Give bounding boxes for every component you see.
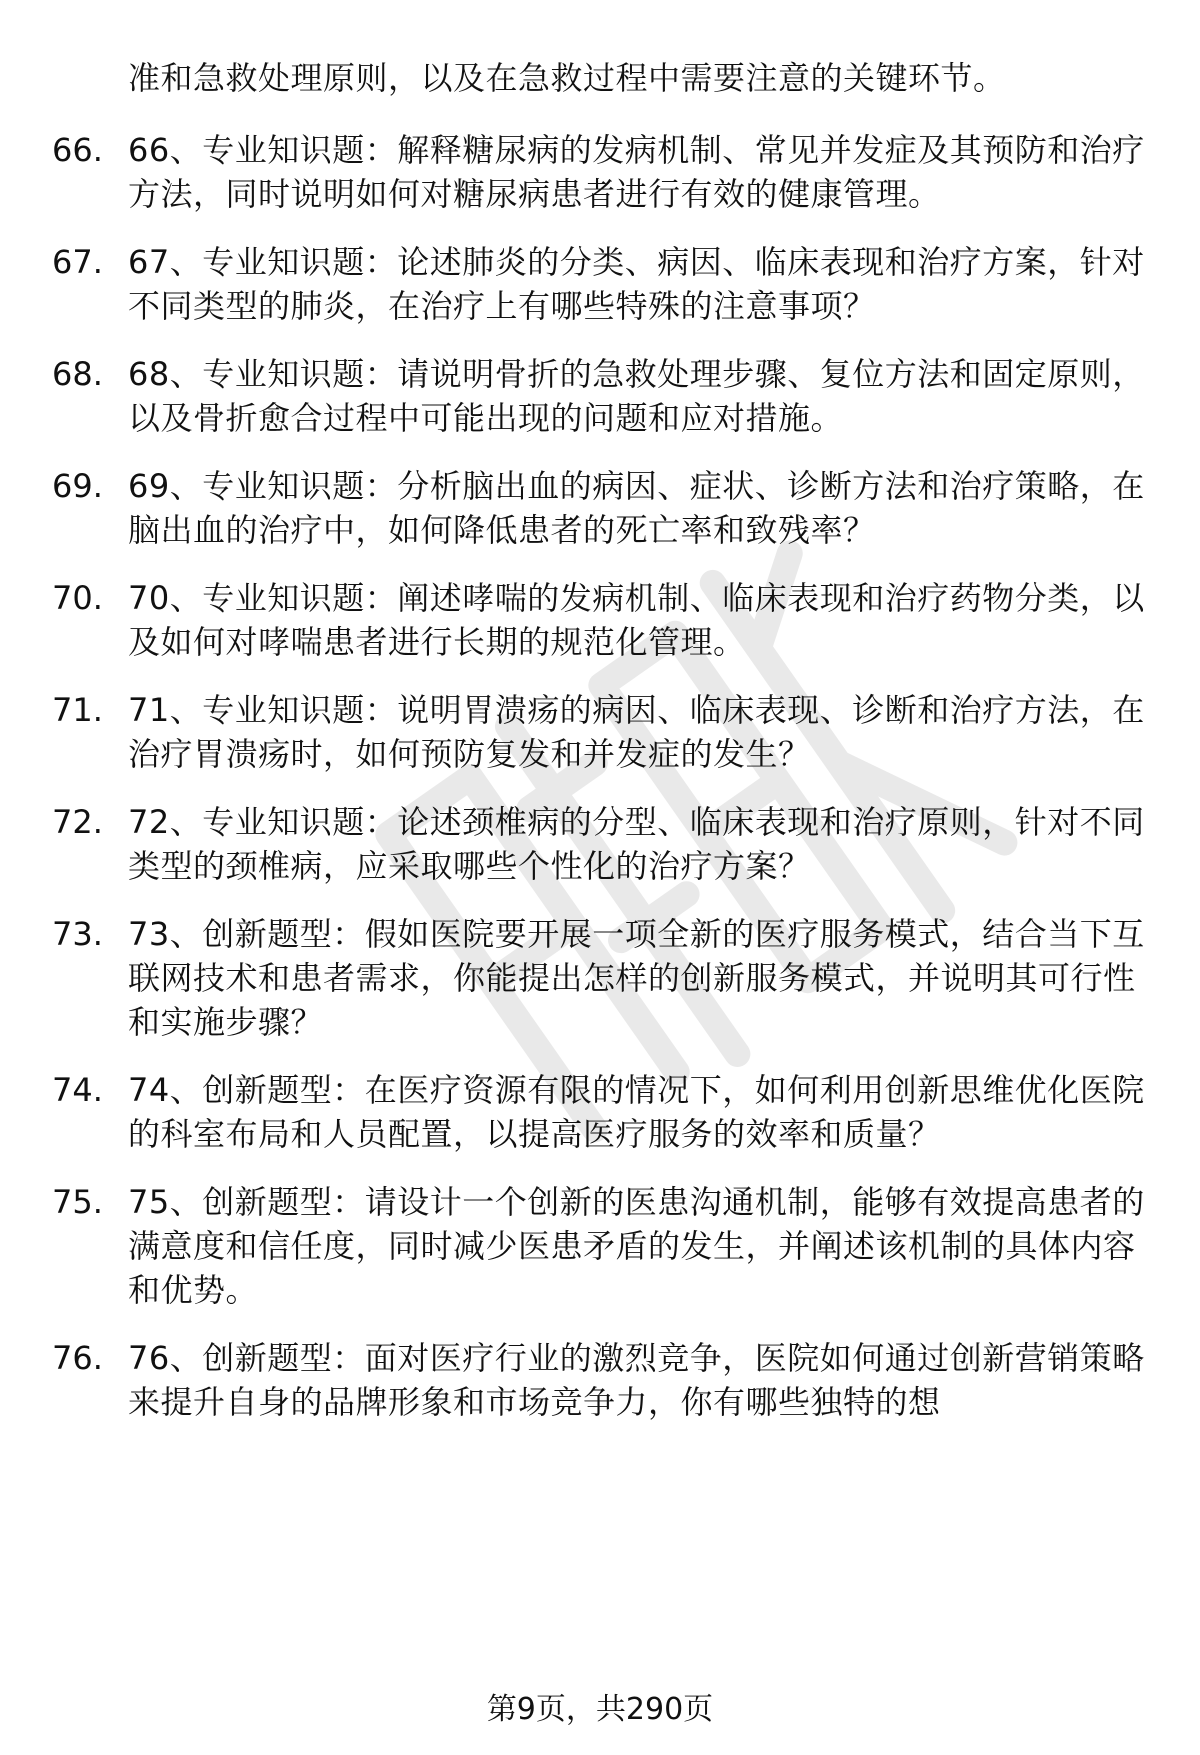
- list-item: [52, 1336, 1157, 1424]
- list-item-number: 76.: [52, 1339, 103, 1377]
- list-item-text: 72、专业知识题：论述颈椎病的分型、临床表现和治疗原则，针对不同类型的颈椎病，应采取哪些个性化的治疗方案？: [128, 803, 1145, 885]
- list-item: [52, 128, 1157, 216]
- list-item-text: 66、专业知识题：解释糖尿病的发病机制、常见并发症及其预防和治疗方法，同时说明如何对糖尿病患者进行有效的健康管理。: [128, 131, 1145, 213]
- list-item: [52, 352, 1157, 440]
- list-item: [52, 912, 1157, 1044]
- list-item: [52, 1180, 1157, 1312]
- list-item-text: 74、创新题型：在医疗资源有限的情况下，如何利用创新思维优化医院的科室布局和人员配置，以提高医疗服务的效率和质量？: [128, 1071, 1145, 1153]
- list-item: [52, 688, 1157, 776]
- page-footer: 第9页，共290页: [486, 1692, 714, 1727]
- list-item-text: 76、创新题型：面对医疗行业的激烈竞争，医院如何通过创新营销策略来提升自身的品牌形象和市场竞争力，你有哪些独特的想: [128, 1339, 1145, 1421]
- list-item-number: 70.: [52, 579, 103, 617]
- list-item: [52, 240, 1157, 328]
- list-item: [52, 464, 1157, 552]
- question-list: [52, 56, 1157, 1448]
- list-item-number: 69.: [52, 467, 103, 505]
- list-item-text: 69、专业知识题：分析脑出血的病因、症状、诊断方法和治疗策略，在脑出血的治疗中，如何降低患者的死亡率和致残率？: [128, 467, 1145, 549]
- list-item-number: 71.: [52, 691, 103, 729]
- list-item: [52, 576, 1157, 664]
- list-item-number: 75.: [52, 1183, 103, 1221]
- list-item: [52, 800, 1157, 888]
- list-item-text: 68、专业知识题：请说明骨折的急救处理步骤、复位方法和固定原则，以及骨折愈合过程中可能出现的问题和应对措施。: [128, 355, 1145, 437]
- list-item-text: 67、专业知识题：论述肺炎的分类、病因、临床表现和治疗方案，针对不同类型的肺炎，在治疗上有哪些特殊的注意事项？: [128, 243, 1145, 325]
- list-item: [52, 1068, 1157, 1156]
- list-item-number: 67.: [52, 243, 103, 281]
- list-item-number: 68.: [52, 355, 103, 393]
- list-item-text: 准和急救处理原则，以及在急救过程中需要注意的关键环节。: [128, 59, 1006, 97]
- list-item-text: 75、创新题型：请设计一个创新的医患沟通机制，能够有效提高患者的满意度和信任度，同时减少医患矛盾的发生，并阐述该机制的具体内容和优势。: [128, 1183, 1145, 1309]
- list-item-number: 74.: [52, 1071, 103, 1109]
- list-item: [52, 56, 1157, 100]
- list-item-text: 71、专业知识题：说明胃溃疡的病因、临床表现、诊断和治疗方法，在治疗胃溃疡时，如何预防复发和并发症的发生？: [128, 691, 1145, 773]
- list-item-number: 73.: [52, 915, 103, 953]
- list-item-text: 70、专业知识题：阐述哮喘的发病机制、临床表现和治疗药物分类，以及如何对哮喘患者进行长期的规范化管理。: [128, 579, 1145, 661]
- list-item-number: 66.: [52, 131, 103, 169]
- list-item-text: 73、创新题型：假如医院要开展一项全新的医疗服务模式，结合当下互联网技术和患者需求，你能提出怎样的创新服务模式，并说明其可行性和实施步骤？: [128, 915, 1145, 1041]
- list-item-number: 72.: [52, 803, 103, 841]
